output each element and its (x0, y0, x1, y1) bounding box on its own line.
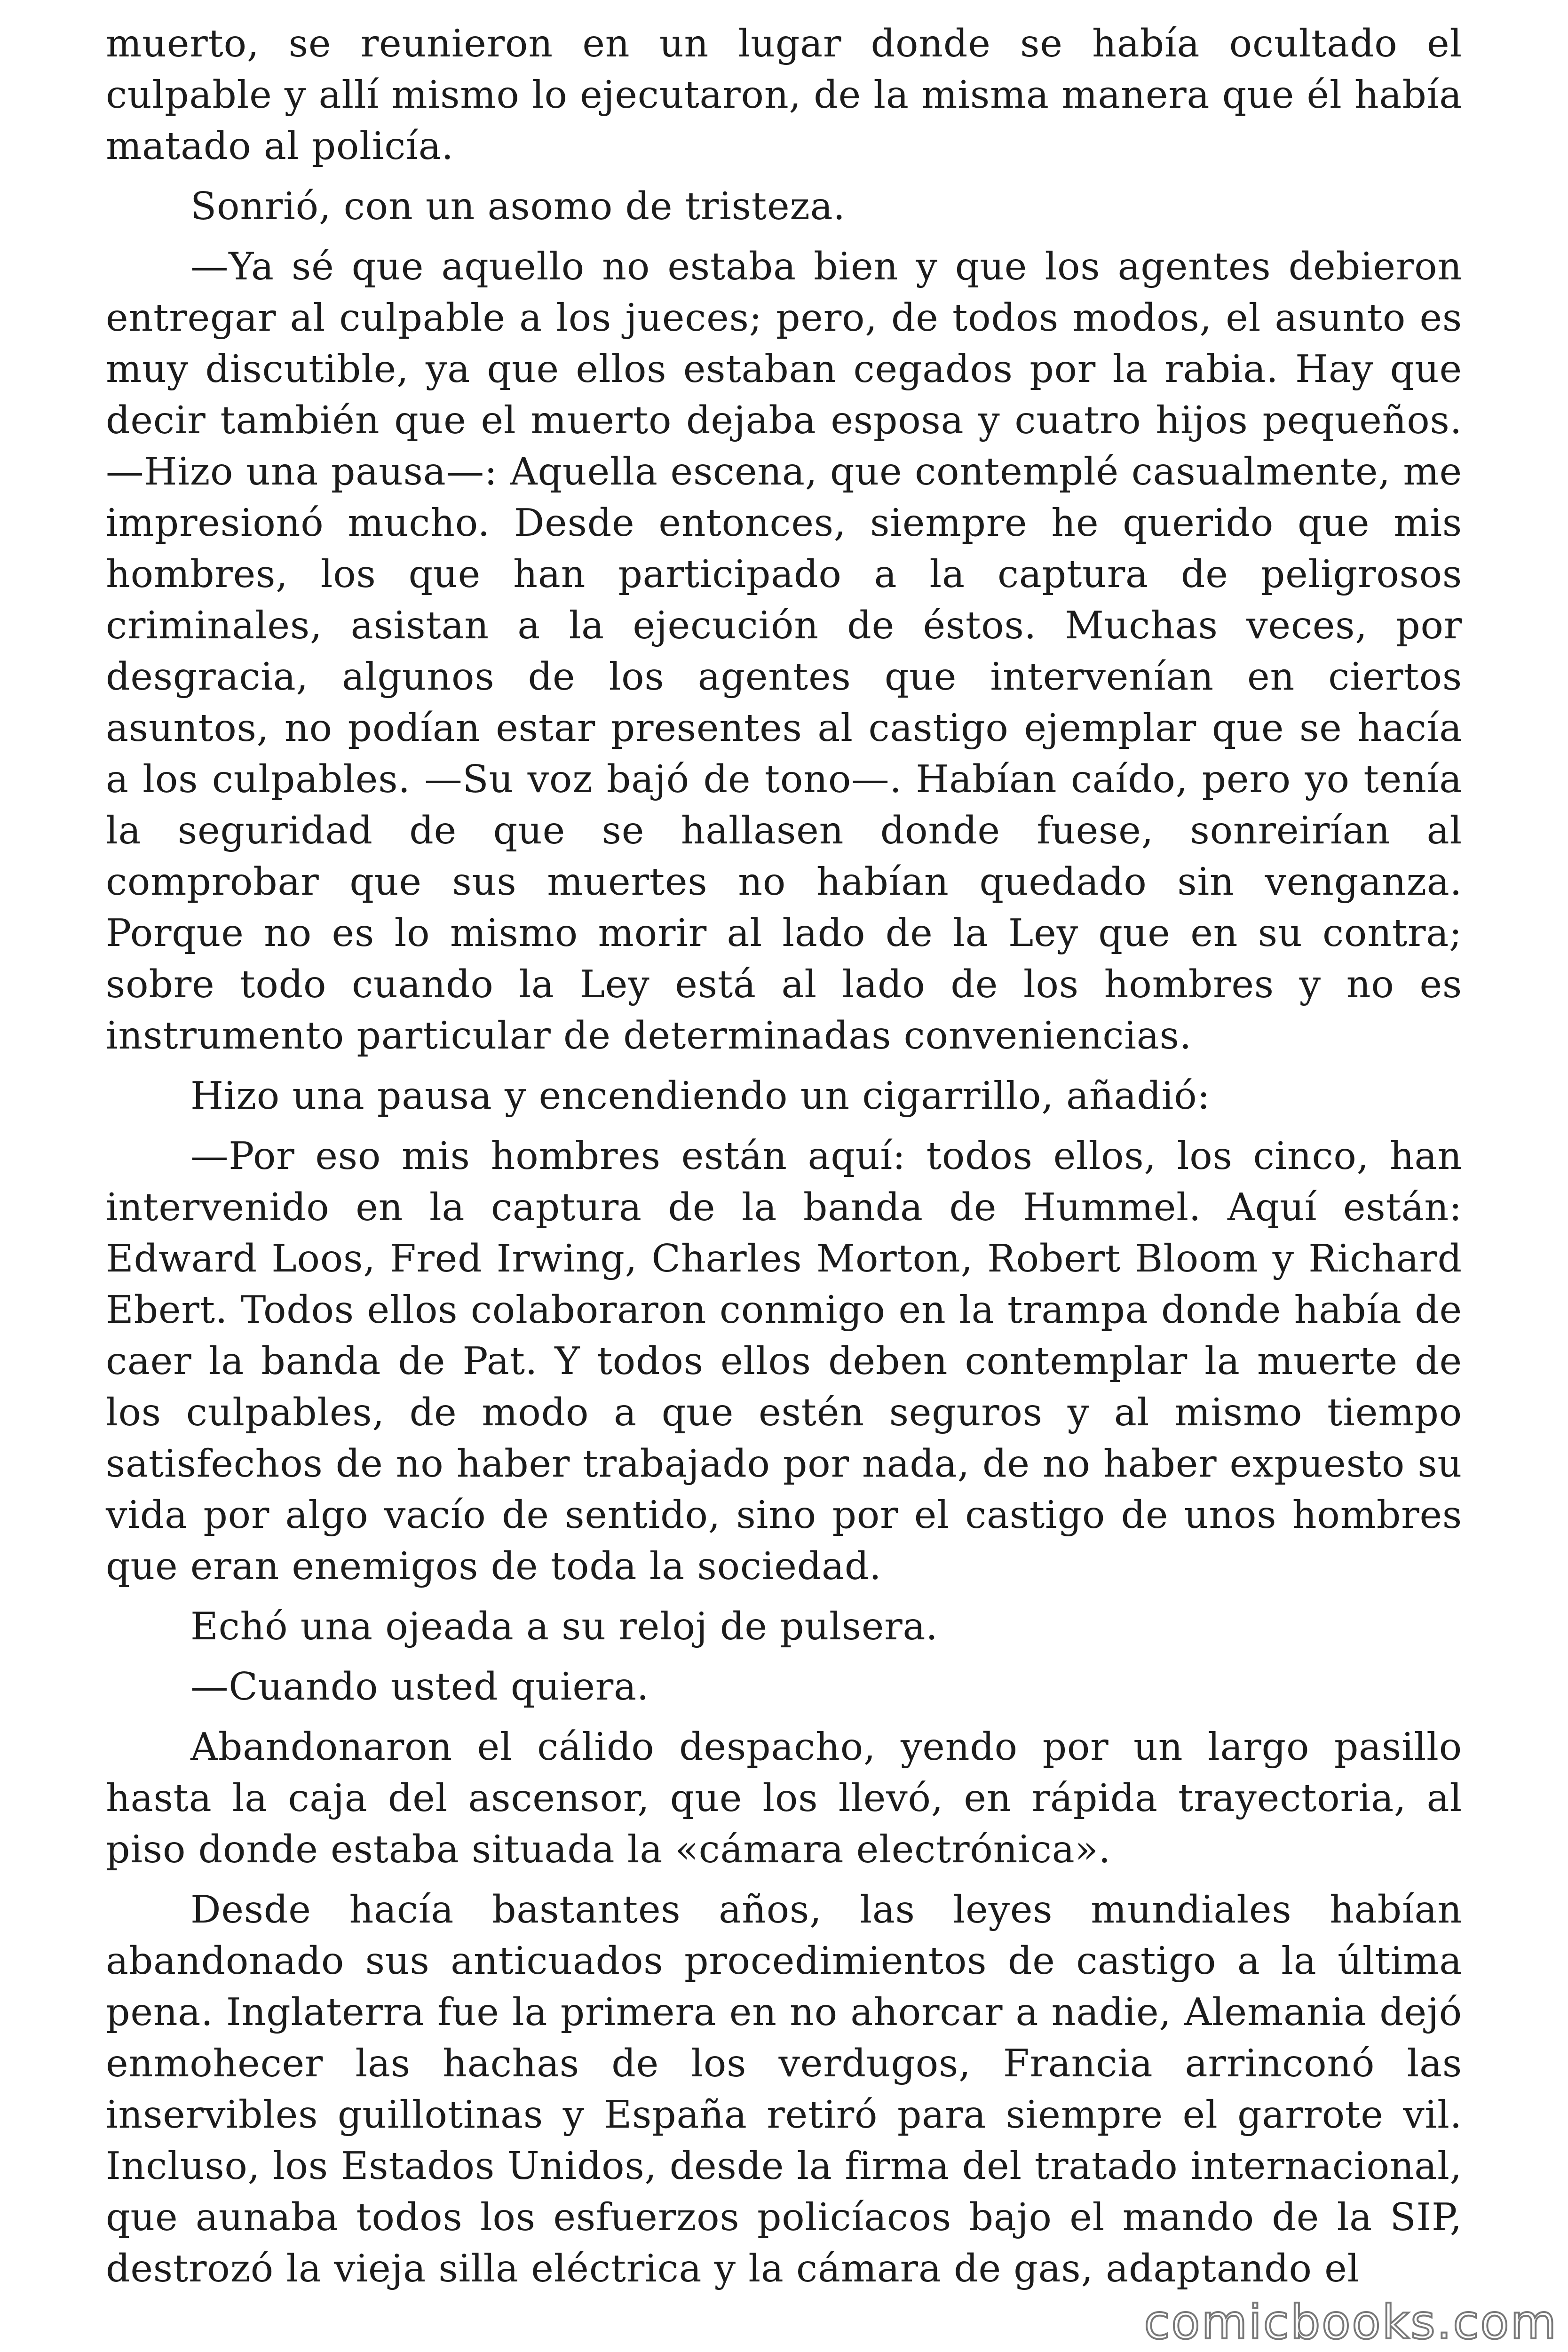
paragraph: Abandonaron el cálido despacho, yendo por un largo pasillo hasta la caja del ascensor, que los llevó, en rápida trayectoria, al piso donde estaba situada la «cámara electrónica». (106, 1724, 1462, 1871)
watermark-logo: comicbooks.com (1144, 2295, 1558, 2350)
paragraph: muerto, se reunieron en un lugar donde se había ocultado el culpable y allí mismo lo ejecutaron, de la misma manera que él había matado al policía. (106, 21, 1463, 168)
paragraph: Hizo una pausa y encendiendo un cigarrillo, añadió: (190, 1073, 1211, 1118)
page-body (106, 18, 1462, 2337)
paragraph: Desde hacía bastantes años, las leyes mundiales habían abandonado sus anticuados procedimientos de castigo a la última pena. Inglaterra fue la primera en no ahorcar a nadie, Alemania dejó enmohecer las hachas de los verdugos, Francia arrinconó las inservibles guillotinas y España retiró para siempre el garrote vil. Incluso, los Estados Unidos, desde la firma del tratado internacional, que aunaba todos los esfuerzos policíacos bajo el mando de la SIP, destrozó la vieja silla eléctrica y la cámara de gas, adaptando el (106, 1887, 1462, 2290)
paragraph: Echó una ojeada a su reloj de pulsera. (190, 1604, 938, 1648)
paragraph: —Cuando usted quiera. (190, 1664, 649, 1708)
paragraph: —Por eso mis hombres están aquí: todos ellos, los cinco, han intervenido en la captura de la banda de Hummel. Aquí están: Edward Loos, Fred Irwing, Charles Morton, Robert Bloom y Richard Ebert. Todos ellos colaboraron conmigo en la trampa donde había de caer la banda de Pat. Y todos ellos deben contemplar la muerte de los culpables, de modo a que estén seguros y al mismo tiempo satisfechos de no haber trabajado por nada, de no haber expuesto su vida por algo vacío de sentido, sino por el castigo de unos hombres que eran enemigos de toda la sociedad. (106, 1134, 1462, 1588)
paragraph: Sonrió, con un asomo de tristeza. (190, 184, 846, 228)
paragraph: —Ya sé que aquello no estaba bien y que los agentes debieron entregar al culpable a los jueces; pero, de todos modos, el asunto es muy discutible, ya que ellos estaban cegados por la rabia. Hay que decir también que el muerto dejaba esposa y cuatro hijos pequeños. —Hizo una pausa—: Aquella escena, que contemplé casualmente, me impresionó mucho. Desde entonces, siempre he querido que mis hombres, los que han participado a la captura de peligrosos criminales, asistan a la ejecución de éstos. Muchas veces, por desgracia, algunos de los agentes que intervenían en ciertos asuntos, no podían estar presentes al castigo ejemplar que se hacía a los culpables. —Su voz bajó de tono—. Habían caído, pero yo tenía la seguridad de que se hallasen donde fuese, sonreirían al comprobar que sus muertes no habían quedado sin venganza. Porque no es lo mismo morir al lado de la Ley que en su contra; sobre todo cuando la Ley está al lado de los hombres y no es instrumento particular de determinadas conveniencias. (106, 244, 1462, 1057)
